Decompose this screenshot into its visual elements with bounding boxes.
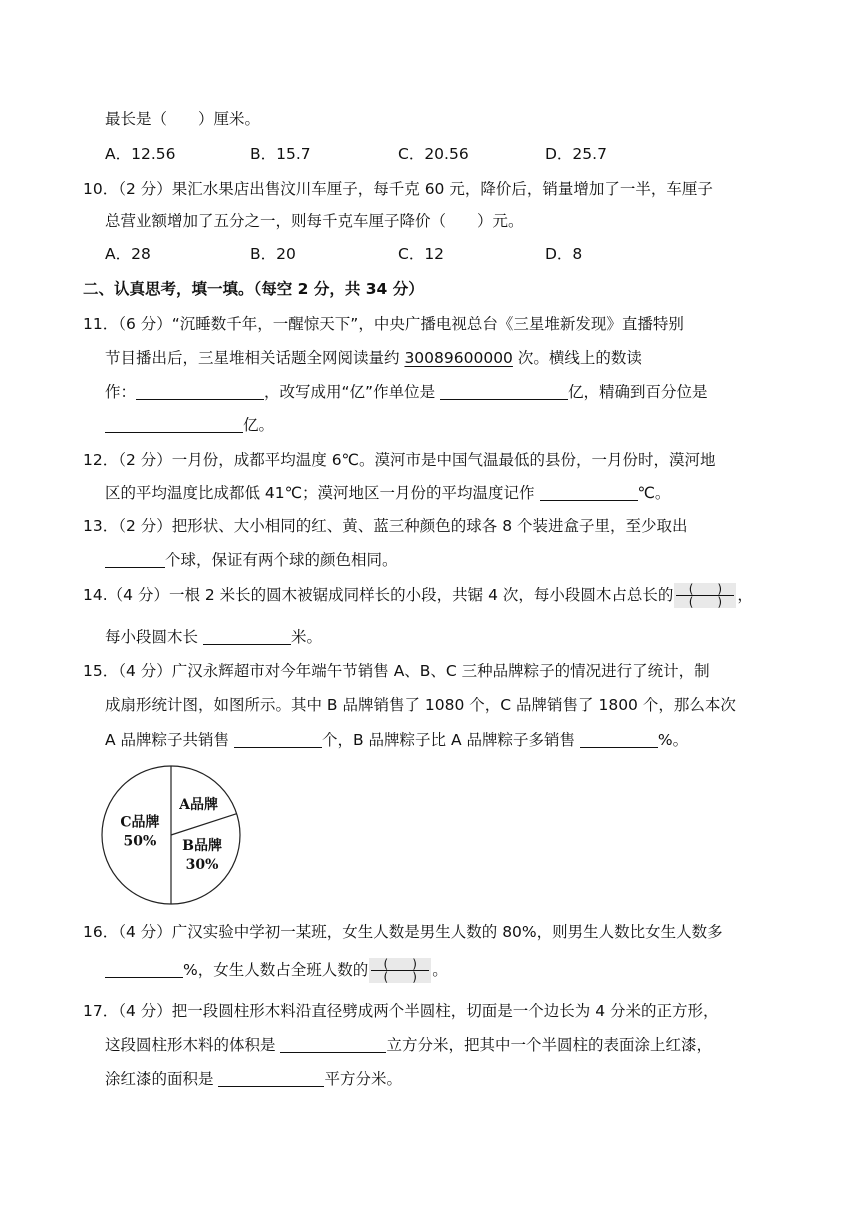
q9-option-a: A．12.56 [105, 145, 176, 163]
q16-blank-percent[interactable] [105, 961, 183, 978]
q13-line2 [105, 549, 398, 571]
q11-line2-start: 节目播出后，三星堆相关话题全网阅读量约 [105, 349, 405, 367]
q17-blank-area[interactable] [218, 1070, 324, 1087]
q14-blank-length[interactable] [203, 628, 291, 645]
q11-line3-start: 作： [105, 383, 137, 401]
q12-line2-end: ℃。 [637, 484, 671, 502]
q9-option-d: D．25.7 [545, 145, 607, 163]
q10-line2: 总营业额增加了五分之一，则每千克车厘子降价（ ）元。 [105, 212, 524, 230]
q10-option-c: C．12 [398, 245, 445, 263]
q10-option-d: D．8 [545, 245, 583, 263]
q15-line2: 成扇形统计图，如图所示。其中 B 品牌销售了 1080 个，C 品牌销售了 1800 个，那么本次 [105, 696, 736, 714]
q14-fraction-numerator: ( ) [688, 582, 723, 596]
q12-blank-temperature[interactable] [540, 484, 638, 501]
q15-line1: 15．（4 分）广汉永辉超市对今年端午节销售 A、B、C 三种品牌粽子的情况进行了统计，制 [83, 662, 710, 680]
q11-blank-reading[interactable] [136, 383, 264, 400]
pie-slice-label: A品牌 [179, 796, 219, 813]
q13-blank-count[interactable] [105, 551, 165, 568]
q16-fraction-numerator: ( ) [383, 957, 417, 971]
q15-blank-percent[interactable] [580, 731, 658, 748]
q16-fraction-denominator: ( ) [383, 970, 417, 984]
q14-line2-end: 米。 [290, 628, 322, 646]
q16-line2-start: %，女生人数占全班人数的 [183, 961, 369, 979]
q13-line1: 13．（2 分）把形状、大小相同的红、黄、蓝三种颜色的球各 8 个装进盒子里，至少取出 [83, 517, 688, 535]
q16-fraction-blank[interactable] [369, 958, 431, 983]
q12-line1: 12．（2 分）一月份，成都平均温度 6℃。漠河市是中国气温最低的县份，一月份时，漠河地 [83, 451, 716, 469]
q11-blank-rounded[interactable] [105, 416, 243, 433]
q15-line3-end: %。 [657, 731, 689, 749]
q9-option-b: B．15.7 [250, 145, 311, 163]
q15-line3 [105, 729, 688, 751]
q11-line4 [105, 414, 274, 436]
q17-line2-end: 立方分米，把其中一个半圆柱的表面涂上红漆， [386, 1036, 712, 1054]
q12-line2 [105, 482, 670, 504]
q11-line3-mid: ，改写成用“亿”作单位是 [264, 383, 441, 401]
pie-slice-value: 50% [123, 833, 157, 850]
section-2-heading: 二、认真思考，填一填。（每空 2 分，共 34 分） [83, 280, 424, 298]
q15-line3-start: A 品牌粽子共销售 [105, 731, 234, 749]
q10-option-a: A．28 [105, 245, 151, 263]
q11-line4-text: 亿。 [243, 416, 275, 434]
q9-tail: 最长是（ ）厘米。 [105, 110, 261, 128]
q11-blank-yi[interactable] [440, 383, 568, 400]
q14-line1-text: 14.（4 分）一根 2 米长的圆木被锯成同样长的小段，共锯 4 次，每小段圆木占总长的 [83, 586, 674, 604]
q13-line2-text: 个球，保证有两个球的颜色相同。 [165, 551, 398, 569]
q17-line1: 17．（4 分）把一段圆柱形木料沿直径劈成两个半圆柱，切面是一个边长为 4 分米的正方形， [83, 1002, 719, 1020]
q11-line2-end: 次。横线上的数读 [512, 349, 642, 367]
q14-line1 [83, 583, 753, 608]
q17-line2 [105, 1034, 712, 1056]
q14-fraction-blank[interactable] [674, 583, 736, 608]
q10-option-b: B．20 [250, 245, 296, 263]
q17-blank-volume[interactable] [280, 1036, 386, 1053]
q17-line2-start: 这段圆柱形木料的体积是 [105, 1036, 281, 1054]
brand-pie-chart [100, 764, 242, 906]
q17-line3 [105, 1068, 402, 1090]
q12-line2-start: 区的平均温度比成都低 41℃；漠河地区一月份的平均温度记作 [105, 484, 540, 502]
q16-line2-end: 。 [432, 961, 448, 979]
q10-line1: 10．（2 分）果汇水果店出售汶川车厘子，每千克 60 元，降价后，销量增加了一半，车厘子 [83, 180, 713, 198]
q15-blank-a-count[interactable] [234, 731, 322, 748]
q9-option-c: C．20.56 [398, 145, 469, 163]
q11-line1: 11．（6 分）“沉睡数千年，一醒惊天下”，中央广播电视总台《三星堆新发现》直播特别 [83, 315, 684, 333]
q14-line2-start: 每小段圆木长 [105, 628, 203, 646]
q14-fraction-denominator: ( ) [688, 595, 723, 609]
q14-line2 [105, 626, 322, 648]
q15-line3-mid: 个，B 品牌粽子比 A 品牌粽子多销售 [321, 731, 580, 749]
q17-line3-start: 涂红漆的面积是 [105, 1070, 219, 1088]
pie-slice-label: C品牌 [120, 814, 160, 831]
q11-line3-end: 亿，精确到百分位是 [568, 383, 708, 401]
q16-line1: 16．（4 分）广汉实验中学初一某班，女生人数是男生人数的 80%，则男生人数比女生人数多 [83, 923, 723, 941]
pie-slice-value: 30% [185, 857, 219, 874]
q11-line3 [105, 381, 708, 403]
q17-line3-end: 平方分米。 [324, 1070, 402, 1088]
q16-line2 [105, 958, 448, 983]
q11-line2 [105, 347, 642, 369]
q14-line1-end: ， [737, 586, 753, 604]
q11-number: 30089600000 [404, 349, 513, 367]
pie-slice-label: B品牌 [182, 838, 222, 855]
